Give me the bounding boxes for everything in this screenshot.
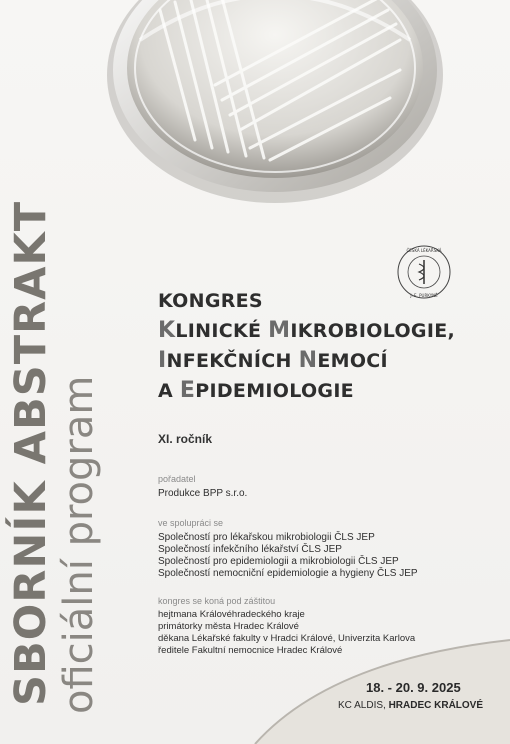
- cooperation-list: [158, 532, 418, 580]
- list-item: ředitele Fakultní nemocnice Hradec Králové: [158, 645, 343, 656]
- list-item: Společností pro lékařskou mikrobiologii ČLS JEP: [158, 532, 375, 543]
- edition-label: XI. ročník: [158, 432, 213, 446]
- svg-text:ČESKÁ LÉKAŘSKÁ: ČESKÁ LÉKAŘSKÁ: [406, 248, 442, 253]
- list-item: děkana Lékařské fakulty v Hradci Králové, Univerzita Karlova: [158, 633, 416, 644]
- list-item: primátorky města Hradec Králové: [158, 621, 299, 632]
- list-item: Společností nemocniční epidemiologie a hygieny ČLS JEP: [158, 568, 418, 579]
- congress-title: [158, 286, 455, 406]
- title-line-1: KONGRES: [158, 290, 263, 312]
- organizer-value: Produkce BPP s.r.o.: [158, 488, 248, 499]
- title-line-4: A EPIDEMIOLOGIE: [158, 378, 354, 403]
- cooperation-label: ve spolupráci se: [158, 518, 224, 528]
- event-date: 18. - 20. 9. 2025: [366, 680, 461, 695]
- side-subtitle: oficiální program: [56, 375, 102, 714]
- title-line-2: KLINICKÉ MIKROBIOLOGIE,: [158, 318, 455, 343]
- petri-dish-illustration: [100, 0, 450, 210]
- list-item: Společností infekčního lékařství ČLS JEP: [158, 544, 342, 555]
- list-item: Společností pro epidemiologii a mikrobiologii ČLS JEP: [158, 556, 399, 567]
- list-item: hejtmana Královéhradeckého kraje: [158, 609, 305, 620]
- organizer-label: pořadatel: [158, 474, 196, 484]
- title-line-3: INFEKČNÍCH NEMOCÍ: [158, 348, 388, 373]
- corner-decoration: [0, 600, 510, 744]
- event-venue: KC ALDIS, HRADEC KRÁLOVÉ: [338, 700, 484, 711]
- svg-text:J. E. PURKYNĚ: J. E. PURKYNĚ: [410, 293, 438, 298]
- side-title: SBORNÍK ABSTRAKT: [6, 200, 56, 706]
- patronage-label: kongres se koná pod záštitou: [158, 596, 276, 606]
